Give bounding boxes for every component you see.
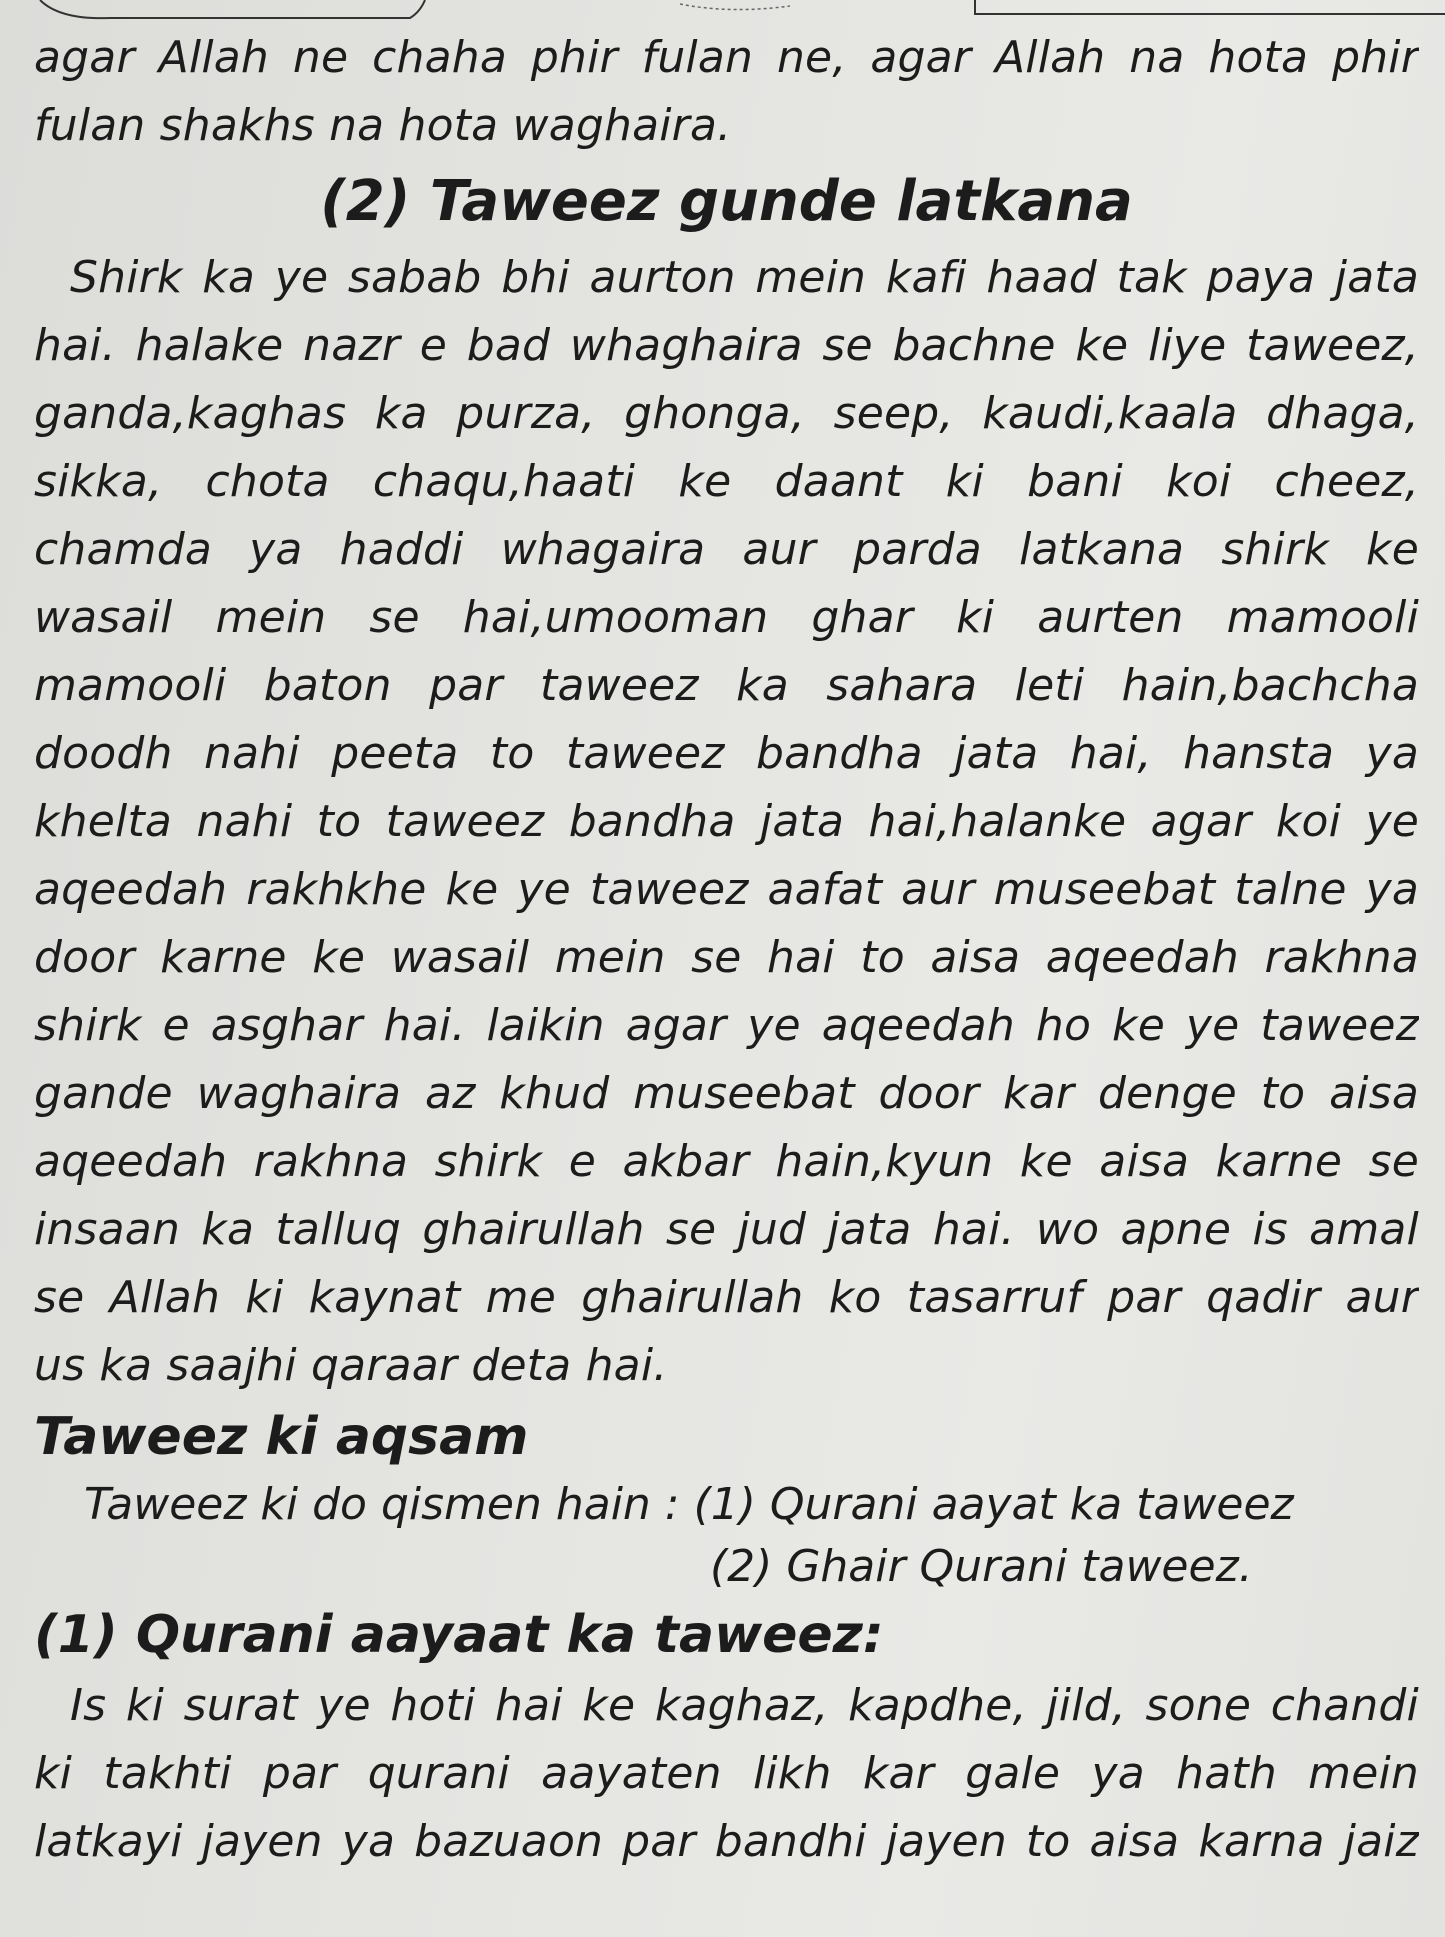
intro-line-1: agar Allah ne chaha phir fulan ne, agar Allah na hota phir xyxy=(34,32,1419,83)
types-heading: Taweez ki aqsam xyxy=(34,1407,529,1467)
quran-heading: (1) Qurani aayaat ka taweez: xyxy=(34,1605,884,1665)
page-content xyxy=(34,24,1419,1876)
paragraph-line: hai. halake nazr e bad whaghaira se bachne ke liye taweez, xyxy=(34,320,1419,371)
paragraph-quran xyxy=(34,1672,1419,1876)
paragraph-line: khelta nahi to taweez bandha jata hai,halanke agar koi ye xyxy=(34,796,1419,847)
paragraph-line: ki takhti par qurani aayaten likh kar gale ya hath mein xyxy=(34,1748,1419,1799)
paragraph-line: door karne ke wasail mein se hai to aisa aqeedah rakhna xyxy=(34,932,1419,983)
types-line-2: (2) Ghair Qurani taweez. xyxy=(710,1541,1253,1592)
paragraph-line: doodh nahi peeta to taweez bandha jata hai, hansta ya xyxy=(34,728,1419,779)
paragraph-line: mamooli baton par taweez ka sahara leti hain,bachcha xyxy=(34,660,1419,711)
paragraph-line: se Allah ki kaynat me ghairullah ko tasarruf par qadir aur xyxy=(34,1272,1419,1323)
paragraph-line: ganda,kaghas ka purza, ghonga, seep, kaudi,kaala dhaga, xyxy=(34,388,1419,439)
paragraph-line: shirk e asghar hai. laikin agar ye aqeedah ho ke ye taweez xyxy=(34,1000,1419,1051)
paragraph-line: aqeedah rakhna shirk e akbar hain,kyun ke aisa karne se xyxy=(34,1136,1419,1187)
types-list xyxy=(34,1474,1419,1598)
paragraph-line: gande waghaira az khud museebat door kar denge to aisa xyxy=(34,1068,1419,1119)
paragraph-line: sikka, chota chaqu,haati ke daant ki bani koi cheez, xyxy=(34,456,1419,507)
paragraph-line: wasail mein se hai,umooman ghar ki aurten mamooli xyxy=(34,592,1419,643)
types-line-1: Taweez ki do qismen hain : (1) Qurani aayat ka taweez xyxy=(84,1479,1294,1530)
paragraph-line: aqeedah rakhkhe ke ye taweez aafat aur museebat talne ya xyxy=(34,864,1419,915)
paragraph-line: Is ki surat ye hoti hai ke kaghaz, kapdhe, jild, sone chandi xyxy=(70,1680,1419,1731)
intro-line-2: fulan shakhs na hota waghaira. xyxy=(34,100,732,151)
paragraph-line: chamda ya haddi whagaira aur parda latkana shirk ke xyxy=(34,524,1419,575)
paragraph-line: latkayi jayen ya bazuaon par bandhi jayen to aisa karna jaiz xyxy=(34,1816,1419,1867)
paragraph-line: Shirk ka ye sabab bhi aurton mein kafi haad tak paya jata xyxy=(70,252,1419,303)
paragraph-line: us ka saajhi qaraar deta hai. xyxy=(34,1340,668,1391)
paragraph-line: insaan ka talluq ghairullah se jud jata hai. wo apne is amal xyxy=(34,1204,1419,1255)
paragraph-taweez xyxy=(34,244,1419,1400)
section-heading: (2) Taweez gunde latkana xyxy=(320,169,1133,234)
